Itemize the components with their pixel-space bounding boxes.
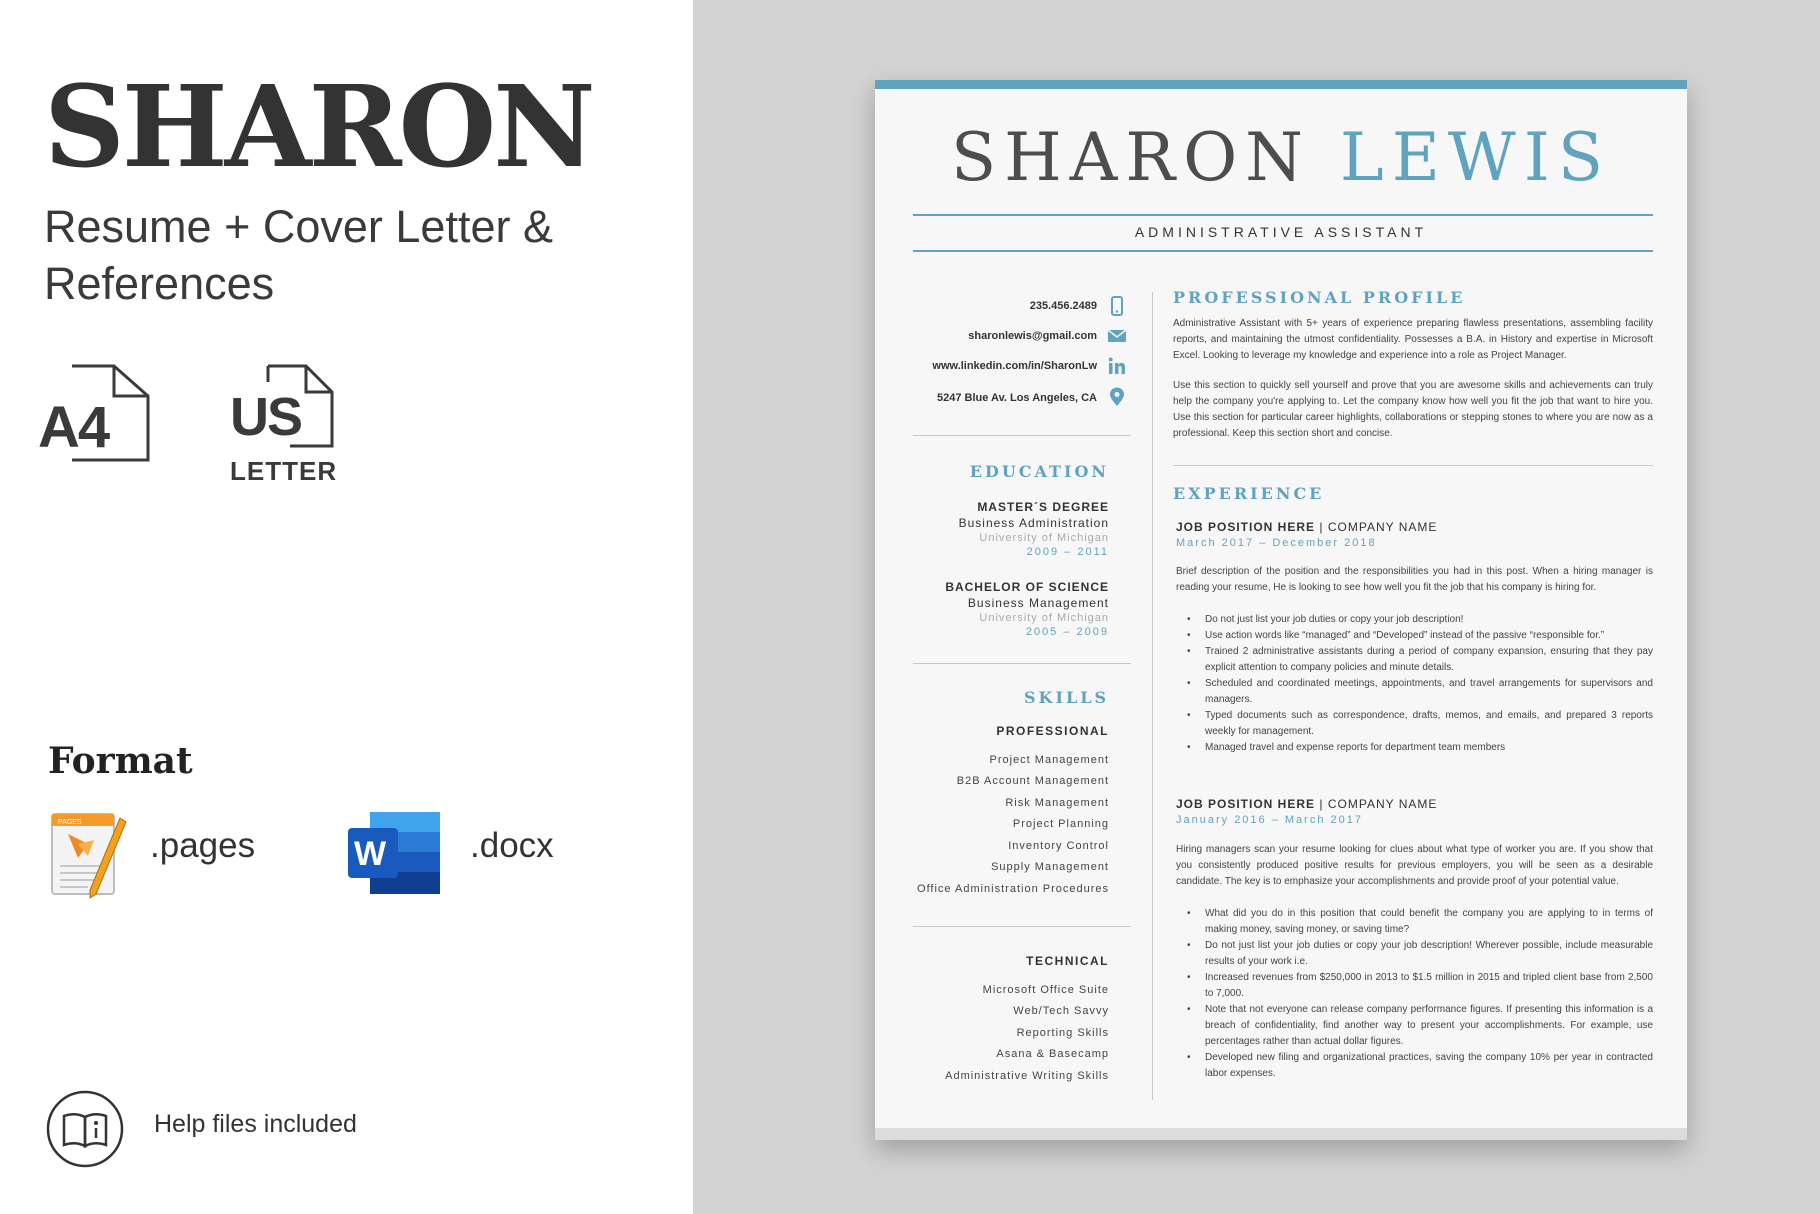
contact-address: 5247 Blue Av. Los Angeles, CA (937, 392, 1097, 404)
us-label: US (230, 387, 302, 447)
education-school: University of Michigan (979, 532, 1109, 544)
email-icon (1107, 326, 1127, 346)
skill-item: Asana & Basecamp (996, 1048, 1109, 1060)
pages-app-icon (48, 810, 130, 902)
skill-item: Risk Management (1005, 797, 1109, 809)
education-degree: MASTER´S DEGREE (977, 500, 1109, 514)
resume-accent-bar (875, 80, 1687, 89)
job-company: COMPANY NAME (1327, 520, 1438, 534)
list-item: • Trained 2 administrative assistants during a period of company expansion, ensuring that they pay explicit attention to company policies and minute details. (1205, 644, 1653, 676)
svg-text:PAGES: PAGES (58, 819, 82, 826)
profile-paragraph: Administrative Assistant with 5+ years of experience preparing flawless presentations, assembling facility reports, and maintaining the utmost confidentiality. Possesses a B.A. in History and expertise in Microsoft Excel. Looking to leverage my knowledge and experience into a role as Project Manager. (1173, 318, 1653, 361)
skill-item: Office Administration Procedures (917, 883, 1109, 895)
job-title: JOB POSITION HERE | COMPANY NAME (1176, 797, 1438, 811)
skill-item: Web/Tech Savvy (1013, 1005, 1109, 1017)
contact-email: sharonlewis@gmail.com (968, 330, 1097, 342)
skill-item: Reporting Skills (1016, 1027, 1109, 1039)
education-years: 2009 – 2011 (1026, 546, 1109, 558)
left-divider (913, 435, 1131, 436)
promo-panel (0, 0, 693, 1214)
skill-item: B2B Account Management (956, 775, 1109, 787)
left-divider (913, 663, 1131, 664)
job-dates: January 2016 – March 2017 (1176, 814, 1363, 826)
left-divider (913, 926, 1131, 927)
skill-item: Supply Management (991, 861, 1109, 873)
resume-page (875, 80, 1687, 1140)
job-description: Hiring managers scan your resume looking for clues about what type of worker you are. If you show that you consistently produced positive results for previous employers, you will be seen as a desirable candidate. The key is to emphasize your accomplishments and provide proof of your potential value. (1176, 844, 1653, 887)
location-pin-icon (1107, 387, 1127, 407)
list-item: • What did you do in this position that could benefit the company you are applying to in terms of making money, saving money, or saving time? (1205, 906, 1653, 938)
pages-format-label: .pages (150, 826, 256, 865)
skill-item: Microsoft Office Suite (982, 984, 1109, 996)
contact-linkedin: www.linkedin.com/in/SharonLw (932, 360, 1097, 372)
list-item: • Do not just list your job duties or copy your job description! Wherever possible, include measurable results of your work i.e. (1205, 938, 1653, 970)
header-rule-top (913, 214, 1653, 216)
list-item: • Increased revenues from $250,000 in 2013 to $1.5 million in 2015 and tripled client base from 2,500 to 7,000. (1205, 970, 1653, 1002)
letter-label: LETTER (230, 456, 338, 486)
education-field: Business Management (967, 596, 1109, 610)
product-subtitle: Resume + Cover Letter & References (44, 201, 553, 309)
phone-icon (1107, 296, 1127, 316)
list-item: • Note that not everyone can release company performance figures. If presenting this information is a breach of confidentiality, find another way to present your accomplishments. For example, use percentages rather than actual dollar figures. (1205, 1002, 1653, 1050)
resume-name (875, 119, 1687, 196)
contact-phone: 235.456.2489 (1029, 300, 1097, 312)
profile-divider (1173, 465, 1653, 466)
education-heading: EDUCATION (969, 462, 1109, 481)
profile-heading: PROFESSIONAL PROFILE (1173, 288, 1466, 307)
skill-item: Project Management (989, 754, 1109, 766)
skill-item: Administrative Writing Skills (945, 1070, 1109, 1082)
job-position: JOB POSITION HERE (1176, 520, 1316, 534)
linkedin-icon (1107, 356, 1127, 376)
job-description: Brief description of the position and the responsibilities you had in this post. When a hiring manager is reading your resume, He is looking to see how well you fit the job that his company is hiring for. (1176, 566, 1653, 593)
job-company: COMPANY NAME (1327, 797, 1438, 811)
svg-text:W: W (354, 835, 387, 873)
list-item: • Developed new filing and organizational practices, saving the company 10% per year in contracted labor expenses. (1205, 1050, 1653, 1082)
product-title: SHARON (44, 62, 593, 193)
docx-format-label: .docx (470, 826, 554, 865)
education-field: Business Administration (958, 516, 1109, 530)
last-name: LEWIS (1339, 119, 1612, 196)
profile-paragraph: Use this section to quickly sell yourself and prove that you are awesome skills and achievements can truly help the company you're applying to. Let the company know how well you fit the job that want to hire you. Use this section for particular career highlights, collaborations or stepping stones to where you are now as a professional. Keep this section short and concise. (1173, 380, 1653, 439)
skills-technical-label: TECHNICAL (1026, 954, 1109, 968)
list-item: • Managed travel and expense reports for department team members (1205, 740, 1653, 756)
education-degree: BACHELOR OF SCIENCE (945, 580, 1109, 594)
us-letter-format-badge (228, 364, 348, 488)
a4-format-badge (38, 364, 153, 464)
help-book-icon (46, 1090, 124, 1168)
list-item: • Do not just list your job duties or copy your job description! (1205, 612, 1653, 628)
job-position: JOB POSITION HERE (1176, 797, 1316, 811)
first-name: SHARON (950, 119, 1311, 196)
job-dates: March 2017 – December 2018 (1176, 537, 1377, 549)
experience-heading: EXPERIENCE (1173, 484, 1325, 503)
education-years: 2005 – 2009 (1025, 626, 1109, 638)
a4-label: A4 (38, 395, 109, 460)
resume-page-edge (875, 1128, 1687, 1140)
format-heading: Format (48, 740, 193, 782)
header-rule-bottom (913, 250, 1653, 252)
list-item: • Scheduled and coordinated meetings, appointments, and travel arrangements for supervisors and managers. (1205, 676, 1653, 708)
education-school: University of Michigan (979, 612, 1109, 624)
skills-heading: SKILLS (1024, 688, 1109, 707)
column-separator (1152, 292, 1153, 1100)
help-files-label: Help files included (154, 1110, 357, 1138)
word-app-icon (348, 812, 442, 894)
list-item: • Typed documents such as correspondence, drafts, memos, and emails, and prepared 3 reports weekly for management. (1205, 708, 1653, 740)
job-bullets (1205, 612, 1653, 756)
job-title: JOB POSITION HERE | COMPANY NAME (1176, 520, 1438, 534)
skills-professional-label: PROFESSIONAL (996, 724, 1109, 738)
skill-item: Inventory Control (1008, 840, 1109, 852)
list-item: • Use action words like “managed” and “Developed” instead of the passive “responsible for.” (1205, 628, 1653, 644)
job-bullets (1205, 906, 1653, 1082)
skill-item: Project Planning (1012, 818, 1109, 830)
resume-role: ADMINISTRATIVE ASSISTANT (1134, 224, 1428, 240)
